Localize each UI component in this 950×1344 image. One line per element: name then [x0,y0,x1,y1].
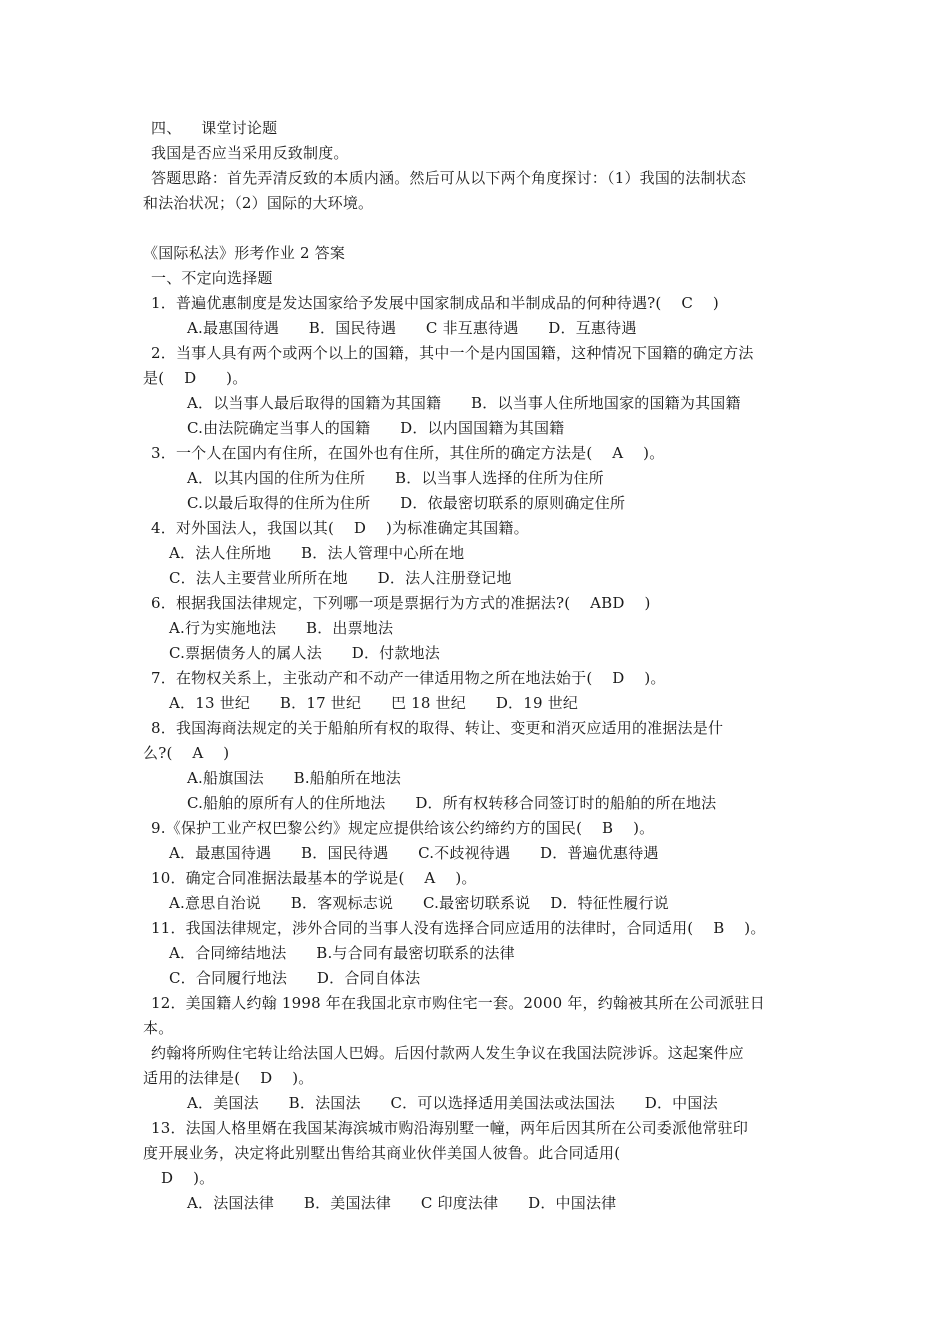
answer-hint-line-1: 答题思路：首先弄清反致的本质内涵。然后可从以下两个角度探讨：（1）我国的法制状态 [151,169,747,187]
question-4: 4．对外国法人，我国以其( D )为标准确定其国籍。 [151,519,529,537]
question-11: 11．我国法律规定，涉外合同的当事人没有选择合同应适用的法律时，合同适用( B )。 [151,919,766,937]
question-3-options-cd: C.以最后取得的住所为住所 D．依最密切联系的原则确定住所 [187,494,626,512]
question-12-line-2: 本。 [143,1019,174,1037]
question-2-options-cd: C.由法院确定当事人的国籍 D．以内国国籍为其国籍 [187,419,565,437]
question-3-options-ab: A．以其内国的住所为住所 B．以当事人选择的住所为住所 [187,469,604,487]
question-6-options-cd: C.票据债务人的属人法 D．付款地法 [169,644,440,662]
question-12-line-1: 12．美国籍人约翰 1998 年在我国北京市购住宅一套。2000 年，约翰被其所在公司派驻日 [151,994,765,1012]
question-8-options-ab: A.船旗国法 B.船舶所在地法 [187,769,402,787]
question-8-line-1: 8．我国海商法规定的关于船舶所有权的取得、转让、变更和消灭应适用的准据法是什 [151,719,724,737]
question-9: 9.《保护工业产权巴黎公约》规定应提供给该公约缔约方的国民( B )。 [151,819,655,837]
section-heading: 四、 课堂讨论题 [151,119,278,137]
question-4-options-ab: A．法人住所地 B．法人管理中心所在地 [169,544,465,562]
question-2-line-1: 2．当事人具有两个或两个以上的国籍，其中一个是内国国籍，这种情况下国籍的确定方法 [151,344,754,362]
question-13-line-3: D )。 [161,1169,215,1187]
section-heading-choice: 一、不定向选择题 [151,269,273,287]
question-11-options-ab: A．合同缔结地法 B.与合同有最密切联系的法律 [169,944,515,962]
question-9-options: A．最惠国待遇 B．国民待遇 C.不歧视待遇 D．普遍优惠待遇 [169,844,659,862]
question-6: 6．根据我国法律规定，下列哪一项是票据行为方式的准据法?( ABD ) [151,594,651,612]
question-6-options-ab: A.行为实施地法 B．出票地法 [169,619,394,637]
question-8-line-2: 么?( A ) [143,744,230,762]
question-12-line-4: 适用的法律是( D )。 [143,1069,314,1087]
question-2-line-2: 是( D )。 [143,369,248,387]
answer-hint-line-2: 和法治状况；（2）国际的大环境。 [143,194,374,212]
question-11-options-cd: C．合同履行地法 D．合同自体法 [169,969,421,987]
question-13-line-2: 度开展业务，决定将此别墅出售给其商业伙伴美国人彼鲁。此合同适用( [143,1144,621,1162]
question-3: 3．一个人在国内有住所，在国外也有住所，其住所的确定方法是( A )。 [151,444,665,462]
question-10: 10．确定合同准据法最基本的学说是( A )。 [151,869,477,887]
question-8-options-cd: C.船舶的原所有人的住所地法 D．所有权转移合同签订时的船舶的所在地法 [187,794,717,812]
question-12-line-3: 约翰将所购住宅转让给法国人巴姆。后因付款两人发生争议在我国法院涉诉。这起案件应 [151,1044,744,1062]
question-10-options: A.意思自治说 B．客观标志说 C.最密切联系说 D．特征性履行说 [169,894,669,912]
question-4-options-cd: C．法人主要营业所所在地 D．法人注册登记地 [169,569,512,587]
assignment-title: 《国际私法》形考作业 2 答案 [143,244,346,262]
question-12-options: A．美国法 B．法国法 C．可以选择适用美国法或法国法 D．中国法 [187,1094,718,1112]
question-2-options-ab: A．以当事人最后取得的国籍为其国籍 B．以当事人住所地国家的国籍为其国籍 [187,394,741,412]
question-13-options: A．法国法律 B．美国法律 C 印度法律 D．中国法律 [187,1194,617,1212]
question-7-options: A．13 世纪 B．17 世纪 巴 18 世纪 D．19 世纪 [169,694,579,712]
question-1-options: A.最惠国待遇 B．国民待遇 C 非互惠待遇 D．互惠待遇 [187,319,637,337]
question-1: 1．普遍优惠制度是发达国家给予发展中国家制成品和半制成品的何种待遇?( C ) [151,294,719,312]
discussion-question: 我国是否应当采用反致制度。 [151,144,349,162]
question-13-line-1: 13．法国人格里婿在我国某海滨城市购沿海别墅一幢，两年后因其所在公司委派他常驻印 [151,1119,749,1137]
question-7: 7．在物权关系上，主张动产和不动产一律适用物之所在地法始于( D )。 [151,669,666,687]
